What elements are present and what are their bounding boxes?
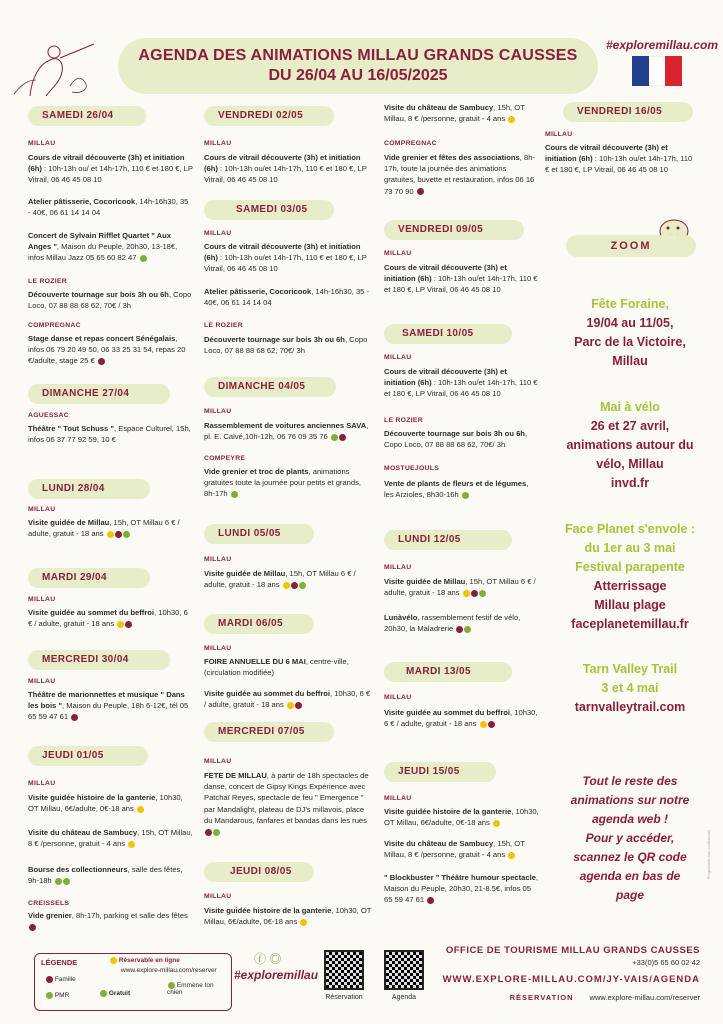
location-label: MILLAU [204,893,232,900]
agenda-url[interactable]: WWW.EXPLORE-MILLAU.COM/JY-VAIS/AGENDA [442,974,700,985]
location-label: MILLAU [28,140,56,147]
location-label: CREISSELS [28,900,70,907]
family-icon [46,976,53,983]
day-header: SAMEDI 10/05 [384,324,512,344]
event: Rassemblement de voitures anciennes SAVA, pl. E. Calvé,10h-12h, 06 76 09 35 76 [204,421,369,442]
family-icon [456,626,463,633]
day-header: DIMANCHE 27/04 [28,384,170,404]
family-icon [98,358,105,365]
legend-pmr: PMR [45,992,69,999]
event: Visite du château de Sambucy, 15h, OT Millau, 8 € /personne, gratuit - 4 ans [28,828,193,849]
event: Visite guidée de Millau, 15h, OT Millau 6 € / adulte, gratuit - 18 ans [204,569,356,590]
location-label: COMPREGNAC [384,140,437,147]
free-icon [213,829,220,836]
family-icon [295,702,302,709]
location-label: MILLAU [204,556,232,563]
event: Vide grenier, 8h-17h, parking et salle des fêtes [28,910,193,932]
legend-family: Famille [45,976,76,983]
day-header: JEUDI 08/05 [204,862,314,882]
event: Concert de Sylvain Rifflet Quartet " Aux Anges ", Maison du Peuple, 20h30, 13-18€, infos Millau Jazz 05 65 60 82 47 [28,231,178,263]
day-header: LUNDI 05/05 [204,524,314,544]
reservable-icon [283,582,290,589]
location-label: MILLAU [204,758,232,765]
legend-dog: Emmène ton chien [167,982,214,997]
reservable-icon [107,531,114,538]
location-label: MILLAU [384,354,412,361]
legend-reserve-url: www.explore-millau.com/reserver [121,967,217,974]
hashtag-bottom: #exploremillau [234,968,319,982]
header-banner [118,38,598,94]
qr-label-agenda: Agenda [391,994,417,1001]
family-icon [29,924,36,931]
location-label: MILLAU [28,596,56,603]
family-icon [488,721,495,728]
reservable-icon [117,621,124,628]
event: Découverte tournage sur bois 3h ou 6h, Copo Loco, 07 88 88 68 62, 70€/ 3h [204,335,368,356]
location-label: AGUESSAC [28,412,69,419]
event: Cours de vitrail découverte (3h) et initiation (6h) : 10h-13h ou/et 14h-17h, 110 € et 180 €, LP Vitrail, 06 46 45 08 10 [204,242,367,274]
event: Visite guidée au sommet du beffroi, 10h30, 6 € / adulte, gratuit - 18 ans [204,689,371,710]
day-header: SAMEDI 26/04 [28,106,146,126]
free-icon [464,626,471,633]
euro-icon [100,990,107,997]
legend-reserve-label: Réservable en ligne [109,957,180,964]
day-header: MARDI 06/05 [204,614,314,634]
location-label: MILLAU [28,780,56,787]
pmr-icon [231,491,238,498]
day-header: DIMANCHE 04/05 [204,377,336,397]
location-label: MILLAU [384,694,412,701]
qr-code-agenda[interactable] [384,950,424,990]
location-label: MILLAU [204,140,232,147]
event: FETE DE MILLAU, à partir de 18h spectacles de danse, concert de Gipsy Kings Expérience avec Patchaï Reyes, spectacle de feu " Emergence " par Mandalight, plateau de DJ's millavois, place du Mandarous, fanfares et bandas dans les rues [204,770,374,837]
event: Cours de vitrail découverte (3h) et initiation (6h) : 10h-13h ou/ et 14h-17h, 110 € et 180 €, LP Vitrail, 06 46 45 08 10 [28,153,193,185]
zoom-block-mai-a-velo: Mai à vélo 26 et 27 avril, animations autour du vélo, Millau invd.fr [566,400,694,490]
location-label: LE ROZIER [384,417,423,424]
dog-icon [299,582,306,589]
family-icon [291,582,298,589]
reservation-label: RÉSERVATION [509,993,574,1002]
reservable-icon [463,590,470,597]
event: Théâtre de marionnettes et musique " Dans les bois ", Maison du Peuple, 18h 6-12€, tél 05 65 59 47 61 [28,690,189,722]
event: Découverte tournage sur bois 3h ou 6h, Copo Loco, 07 88 88 68 62, 70€ / 3h [28,290,192,311]
day-header: VENDREDI 09/05 [384,220,524,240]
event: Bourse des collectionneurs, salle des fêtes, 9h-18h [28,865,183,886]
location-label: MILLAU [204,645,232,652]
location-label: COMPREGNAC [28,322,81,329]
pmr-icon [140,255,147,262]
dog-icon [123,531,130,538]
office-name: OFFICE DE TOURISME MILLAU GRANDS CAUSSES [445,945,700,956]
event: Vente de plants de fleurs et de légumes, les Arzioles, 8h30-16h [384,479,529,500]
family-icon [417,188,424,195]
zoom-block-tarn-valley-trail: Tarn Valley Trail 3 et 4 mai tarnvalleytrail.com [574,662,686,714]
reservable-icon [508,116,515,123]
pmr-icon [55,878,62,885]
event: FOIRE ANNUELLE DU 6 MAI, centre-ville, (circulation modifiée) [204,657,349,678]
facebook-icon[interactable]: ⓕ [254,952,267,966]
event: " Blockbuster " Théâtre humour spectacle, Maison du Peuple, 20h30, 21-8.5€, infos 05 65 59 47 61 [384,873,539,905]
day-header: VENDREDI 16/05 [563,102,693,122]
event: Vide grenier et fêtes des associations, 8h-17h, toute la journée des animations gratuites, buvette et restauration, infos 06 16 73 70 90 [384,153,535,196]
location-label: MILLAU [384,564,412,571]
reservation-line [438,993,700,1002]
event: Vide grenier et troc de plants, animations gratuites toute la journée pour petits et grands, 8h-17h [204,467,362,499]
event: Visite guidée histoire de la ganterie, 10h30, OT Millau, 6€/adulte, 0€-18 ans [384,807,539,828]
social-icons [254,950,281,967]
day-header: JEUDI 01/05 [28,746,148,766]
free-icon [63,878,70,885]
reservable-icon [287,702,294,709]
musician-sketch-illustration [10,36,102,100]
day-header: MERCREDI 07/05 [204,722,334,742]
hashtag-top: #exploremillau.com [606,38,719,52]
reservation-url[interactable]: www.explore-millau.com/reserver [589,993,700,1002]
location-label: MILLAU [545,131,573,138]
zoom-footer-note: Tout le reste des animations sur notre agenda web ! Pour y accéder, scannez le QR code agenda en bas de page [570,774,690,902]
event: Lunàvélo, rassemblement festif de vélo, 20h30, la Maladrerie [384,613,521,634]
day-header: JEUDI 15/05 [384,762,496,782]
event: Cours de vitrail découverte (3h) et initiation (6h) : 10h-13h ou/et 14h-17h, 110 € et 180 €, LP Vitrail, 06 46 45 08 10 [545,143,693,175]
location-label: MILLAU [204,230,232,237]
cart-icon [110,957,117,964]
family-icon [471,590,478,597]
day-header: LUNDI 12/05 [384,530,512,550]
family-icon [205,829,212,836]
side-note: Programme non contractuel [706,830,711,880]
location-label: MILLAU [28,506,56,513]
event: Cours de vitrail découverte (3h) et initiation (6h) : 10h-13h ou/et 14h-17h, 110 € et 180 €, LP Vitrail, 06 46 45 08 10 [384,263,538,295]
reservable-icon [128,841,135,848]
event: Théâtre " Tout Schuss ", Espace Culturel, 15h, infos 06 37 77 92 59, 10 € [28,424,191,445]
zoom-block-fete-foraine: Fête Foraine, 19/04 au 11/05, Parc de la Victoire, Millau [574,297,686,368]
reservable-icon [493,820,500,827]
family-icon [115,531,122,538]
day-header: VENDREDI 02/05 [204,106,334,126]
family-icon [125,621,132,628]
event: Visite guidée histoire de la ganterie, 10h30, OT Millau, 6€/adulte, 0€-18 ans [204,906,372,927]
reservable-icon [508,852,515,859]
day-header: MARDI 29/04 [28,568,150,588]
dog-icon [479,590,486,597]
date-range: DU 26/04 AU 16/05/2025 [268,67,448,84]
event: Découverte tournage sur bois 3h ou 6h, Copo Loco, 07 88 88 68 62, 70€/ 3h [384,429,528,450]
location-label: LE ROZIER [28,278,67,285]
instagram-icon[interactable]: ◎ [269,952,282,966]
event: Visite guidée histoire de la ganterie, 10h30, OT Millau, 6€/adulte, 0€-18 ans [28,793,183,814]
qr-label-reservation: Réservation [325,994,363,1001]
event: Visite guidée au sommet du beffroi, 10h30, 6 € / adulte, gratuit - 18 ans [384,708,538,729]
location-label: LE ROZIER [204,322,243,329]
day-header: SAMEDI 03/05 [204,200,334,220]
reservable-icon [300,919,307,926]
event: Atelier pâtisserie, Cocoricook, 14h-16h30, 35 - 40€, 06 61 14 14 04 [28,197,189,218]
event: Visite guidée au sommet du beffroi, 10h30, 6 € / adulte, gratuit - 18 ans [28,608,188,629]
page-title: AGENDA DES ANIMATIONS MILLAU GRANDS CAUSSES [138,47,578,64]
dog-icon [168,982,175,989]
office-phone: +33(0)5 65 60 02 42 [632,958,700,967]
tourism-office-info [438,945,700,1002]
zoom-block-face-planet: Face Planet s'envole : du 1er au 3 mai Festival parapente Atterrissage Millau plage faceplanetemillau.fr [564,522,696,631]
location-label: MILLAU [204,408,232,415]
family-icon [71,714,78,721]
free-icon [331,434,338,441]
legend-box [34,953,232,1011]
french-flag-icon [632,56,682,86]
family-icon [427,897,434,904]
day-header: LUNDI 28/04 [28,479,150,499]
event: Visite guidée de Millau, 15h, OT Millau 6 € / adulte, gratuit - 18 ans [28,518,180,539]
pmr-icon [462,492,469,499]
day-header: MARDI 13/05 [384,662,512,682]
legend-title: LÉGENDE [41,958,78,967]
event: Cours de vitrail découverte (3h) et initiation (6h) : 10h-13h ou/et 14h-17h, 110 € et 180 €, LP Vitrail, 06 46 45 08 10 [204,153,367,185]
location-label: MILLAU [384,250,412,257]
wheelchair-icon [46,992,53,999]
legend-free: Gratuit [99,990,130,997]
event: Atelier pâtisserie, Cocoricook, 14h-16h30, 35 - 40€, 06 61 14 14 04 [204,287,370,308]
reservable-icon [137,806,144,813]
location-label: MILLAU [384,795,412,802]
location-label: MOSTUEJOULS [384,465,440,472]
event: Visite du château de Sambucy, 15h, OT Millau, 8 € /personne, gratuit - 4 ans [384,839,525,860]
location-label: COMPEYRE [204,455,246,462]
day-header: MERCREDI 30/04 [28,650,170,670]
event: Cours de vitrail découverte (3h) et initiation (6h) : 10h-13h ou/et 14h-17h, 110 € et 180 €, LP Vitrail, 06 46 45 08 10 [384,367,538,399]
family-icon [339,434,346,441]
zoom-title: ZOOM [566,235,696,257]
location-label: MILLAU [28,678,56,685]
event: Visite du château de Sambucy, 15h, OT Millau, 8 € /personne, gratuit - 4 ans [384,103,525,124]
event: Visite guidée de Millau, 15h, OT Millau 6 € / adulte, gratuit - 18 ans [384,577,536,598]
event: Stage danse et repas concert Sénégalais, infos 06 79 20 49 50, 06 33 25 31 54, repas 20 €/adulte, stage 25 € [28,334,186,366]
qr-code-reservation[interactable] [324,950,364,990]
reservable-icon [480,721,487,728]
